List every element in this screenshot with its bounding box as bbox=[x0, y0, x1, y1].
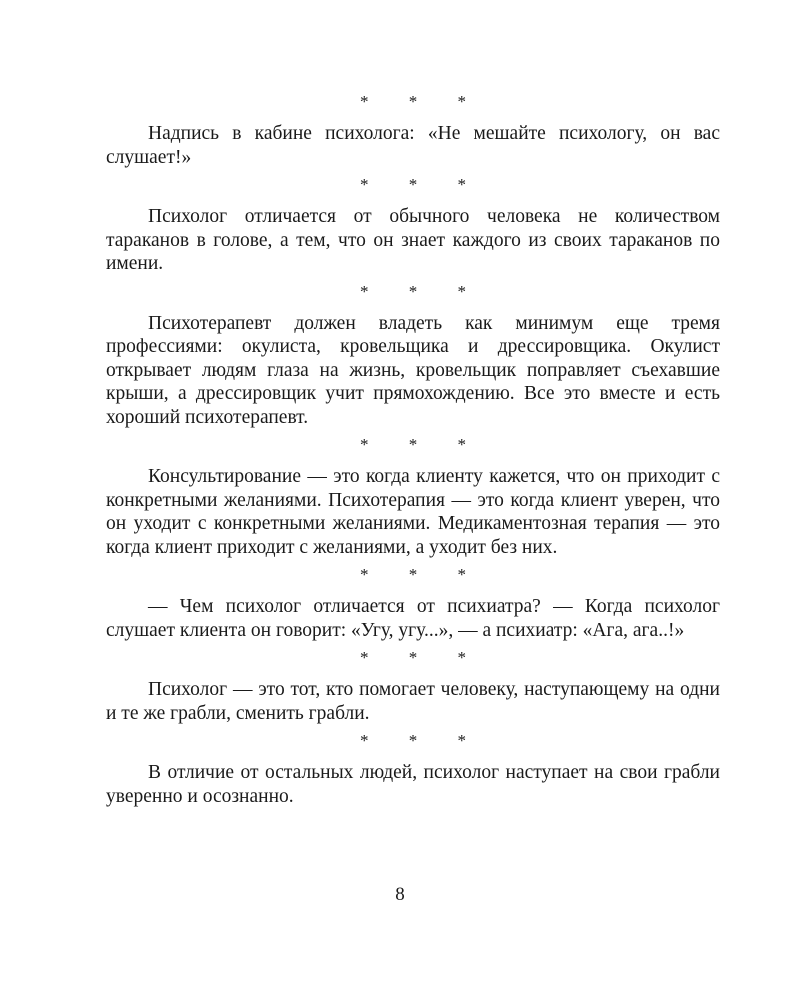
joke-paragraph: В отличие от остальных людей, психолог наступает на свои грабли уверенно и осознанно. bbox=[106, 762, 720, 807]
section-separator: * * * bbox=[360, 565, 484, 584]
joke-paragraph: Психолог отличается от обычного человека не количеством тараканов в голове, а тем, что он знает каждого из своих тараканов по имени. bbox=[106, 206, 720, 274]
section-separator: * * * bbox=[360, 281, 484, 301]
section-separator: * * * bbox=[360, 92, 484, 111]
joke-paragraph: Психотерапевт должен владеть как минимум еще тремя профессиями: окулиста, кровельщика и дрессировщика. Окулист открывает людям глаза на жизнь, кровельщик поправляет съехавшие крыши, а дрессировщик учит прямохождению. Все это вместе и есть хороший психотерапевт. bbox=[106, 312, 720, 428]
joke-paragraph: Психолог — это тот, кто помогает человеку, наступающему на одни и те же грабли, сменить грабли. bbox=[106, 679, 720, 724]
page-number: 8 bbox=[395, 884, 405, 905]
section-separator: * * * bbox=[360, 648, 484, 667]
page-body bbox=[106, 92, 720, 808]
joke-paragraph: Надпись в кабине психолога: «Не мешайте психологу, он вас слушает!» bbox=[106, 123, 720, 168]
section-separator: * * * bbox=[360, 435, 484, 454]
joke-paragraph: Консультирование — это когда клиенту кажется, что он приходит с конкретными желаниями. Психотерапия — это когда клиент уверен, что он уходит с конкретными желаниями. Медикаментозная терапия — это когда клиент приходит с желаниями, а уходит без них. bbox=[106, 466, 720, 558]
section-separator: * * * bbox=[360, 175, 484, 194]
joke-paragraph: — Чем психолог отличается от психиатра? — Когда психолог слушает клиента он говорит: «Угу, угу...», — а психиатр: «Ага, ага..!» bbox=[106, 596, 720, 641]
section-separator: * * * bbox=[360, 731, 484, 750]
